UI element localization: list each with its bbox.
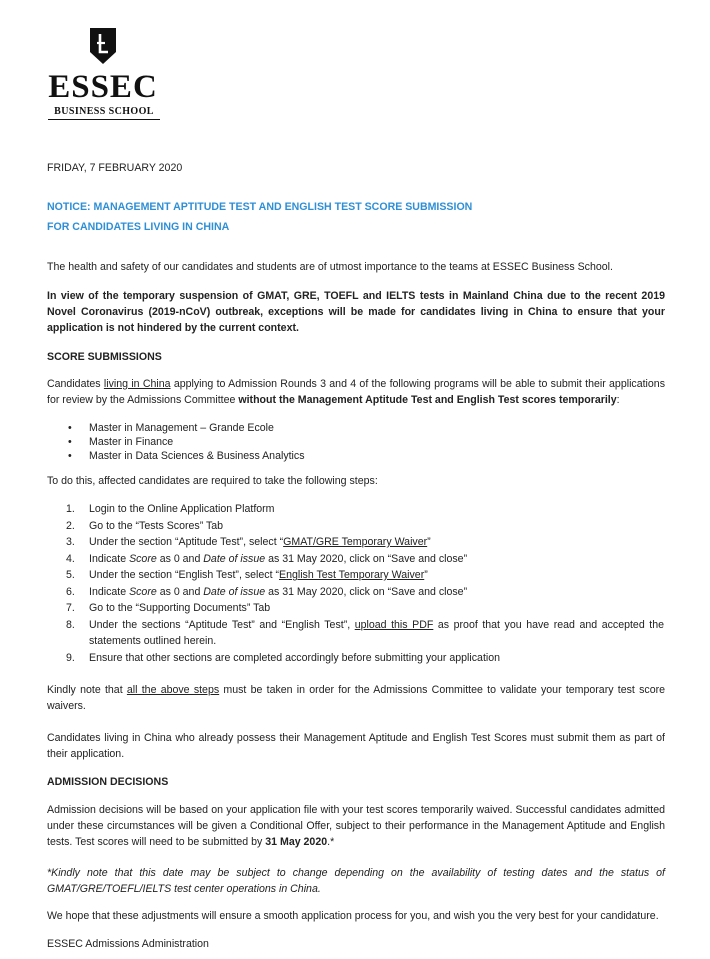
suspension-paragraph: In view of the temporary suspension of GMAT, GRE, TOEFL and IELTS tests in Mainland China due to the recent 2019 Novel Coronavirus (2019-nCoV) outbreak, exceptions will be made for candidates living in China to ensure that your application is not hindered by the current context.: [47, 290, 665, 334]
notice-title-line2: FOR CANDIDATES LIVING IN CHINA: [47, 221, 230, 233]
shield-icon: [88, 26, 118, 66]
signature: ESSEC Admissions Administration: [47, 938, 209, 950]
living-in-china-link[interactable]: living in China: [103, 378, 171, 390]
document-date: FRIDAY, 7 FEBRUARY 2020: [47, 162, 183, 174]
score-paragraph: Candidates living in China applying to Admission Rounds 3 and 4 of the following programs will be able to submit their applications for review by the Admissions Committee without the Management Aptitude Test and English Test scores temporarily:: [47, 378, 665, 406]
score-submissions-heading: SCORE SUBMISSIONS: [47, 351, 162, 363]
existing-scores-paragraph: Candidates living in China who already possess their Management Aptitude and English Test Scores must submit them as part of their application.: [47, 732, 665, 760]
footnote-paragraph: *Kindly note that this date may be subject to change depending on the availability of testing dates and the status of GMAT/GRE/TOEFL/IELTS test center operations in China.: [47, 867, 665, 895]
steps-intro: To do this, affected candidates are required to take the following steps:: [47, 475, 378, 487]
note-paragraph: Kindly note that all the above steps must be taken in order for the Admissions Committee to validate your temporary test score waivers.: [47, 684, 665, 712]
admission-paragraph: Admission decisions will be based on your application file with your test scores temporarily waived. Successful candidates admitted under these circumstances will be given a Conditional Offer, subject to their performance in the Management Aptitude and English tests. Test scores will need to be submitted by 31 May 2020.*: [47, 804, 665, 848]
above-steps-link[interactable]: all the above steps: [126, 684, 220, 696]
admission-decisions-heading: ADMISSION DECISIONS: [47, 776, 169, 788]
notice-title-line1: NOTICE: MANAGEMENT APTITUDE TEST AND ENGLISH TEST SCORE SUBMISSION: [47, 201, 473, 213]
intro-paragraph: The health and safety of our candidates and students are of utmost importance to the teams at ESSEC Business School.: [47, 261, 613, 273]
logo-subtitle: BUSINESS SCHOOL: [48, 106, 160, 120]
english-waiver-link[interactable]: English Test Temporary Waiver: [279, 569, 425, 581]
gmat-waiver-link[interactable]: GMAT/GRE Temporary Waiver: [283, 536, 428, 548]
upload-pdf-link[interactable]: upload this PDF: [354, 619, 434, 631]
document-page: ESSEC BUSINESS SCHOOL FRIDAY, 7 FEBRUARY 2020 NOTICE: MANAGEMENT APTITUDE TEST AND ENGLISH TEST SCORE SUBMISSION FOR CANDIDATES LIVING IN CHINA The health and safety of our candidates and students are of utmost importance to the teams at ESSEC Business School. In view of the temporary suspension of GMAT, GRE, TOEFL and IELTS tests in Mainland China due to the recent 2019 Novel Coronavirus (2019-nCoV) outbreak, exceptions will be made for candidates living in China to ensure that your application is not hindered by the current context. SCORE SUBMISSIONS Candidates living in China applying to Admission Rounds 3 and 4 of the following programs will be able to submit their applications for review by the Admissions Committee without the Management Aptitude Test and English Test scores temporarily: • Master in Management – Grande Ecole • Master in Finance • Master in Data Sciences & Business Analytics To do this, affected candidates are required to take the following steps: 1. Login to the Online Application Platform 2. Go to the “Tests Scores” Tab 3. Under the section “Aptitude Test”, select “GMAT/GRE Temporary Waiver” 4. Indicate Score as 0 and Date of issue as 31 May 2020, click on “Save and close” 5. Under the section “English Test”, select “English Test Temporary Waiver” 6. Indicate Score as 0 and Date of issue as 31 May 2020, click on “Save and close” 7. Go to the “Supporting Documents” Tab 8. Under the sections “Aptitude Test” and “English Test”, upload this PDF as proof that you have read and accepted the statements outlined herein. 9. Ensure that other sections are completed accordingly before submitting your application Kindly note that all the above steps must be taken in order for the Admissions Committee to validate your temporary test score waivers. Candidates living in China who already possess their Management Aptitude and English Test Scores must submit them as part of their application. ADMISSION DECISIONS Admission decisions will be based on your application file with your test scores temporarily waived. Successful candidates admitted under these circumstances will be given a Conditional Offer, subject to their performance in the Management Aptitude and English tests. Test scores will need to be submitted by 31 May 2020.* *Kindly note that this date may be subject to change depending on the availability of testing dates and the status of GMAT/GRE/TOEFL/IELTS test center operations in China. We hope that these adjustments will ensure a smooth application process for you, and wish you the very best for your candidature. ESSEC Admissions Administration: [0, 0, 710, 959]
logo-name: ESSEC: [48, 69, 158, 105]
closing-paragraph: We hope that these adjustments will ensure a smooth application process for you, and wish you the very best for your candidature.: [47, 910, 659, 922]
essec-logo: [44, 26, 164, 126]
